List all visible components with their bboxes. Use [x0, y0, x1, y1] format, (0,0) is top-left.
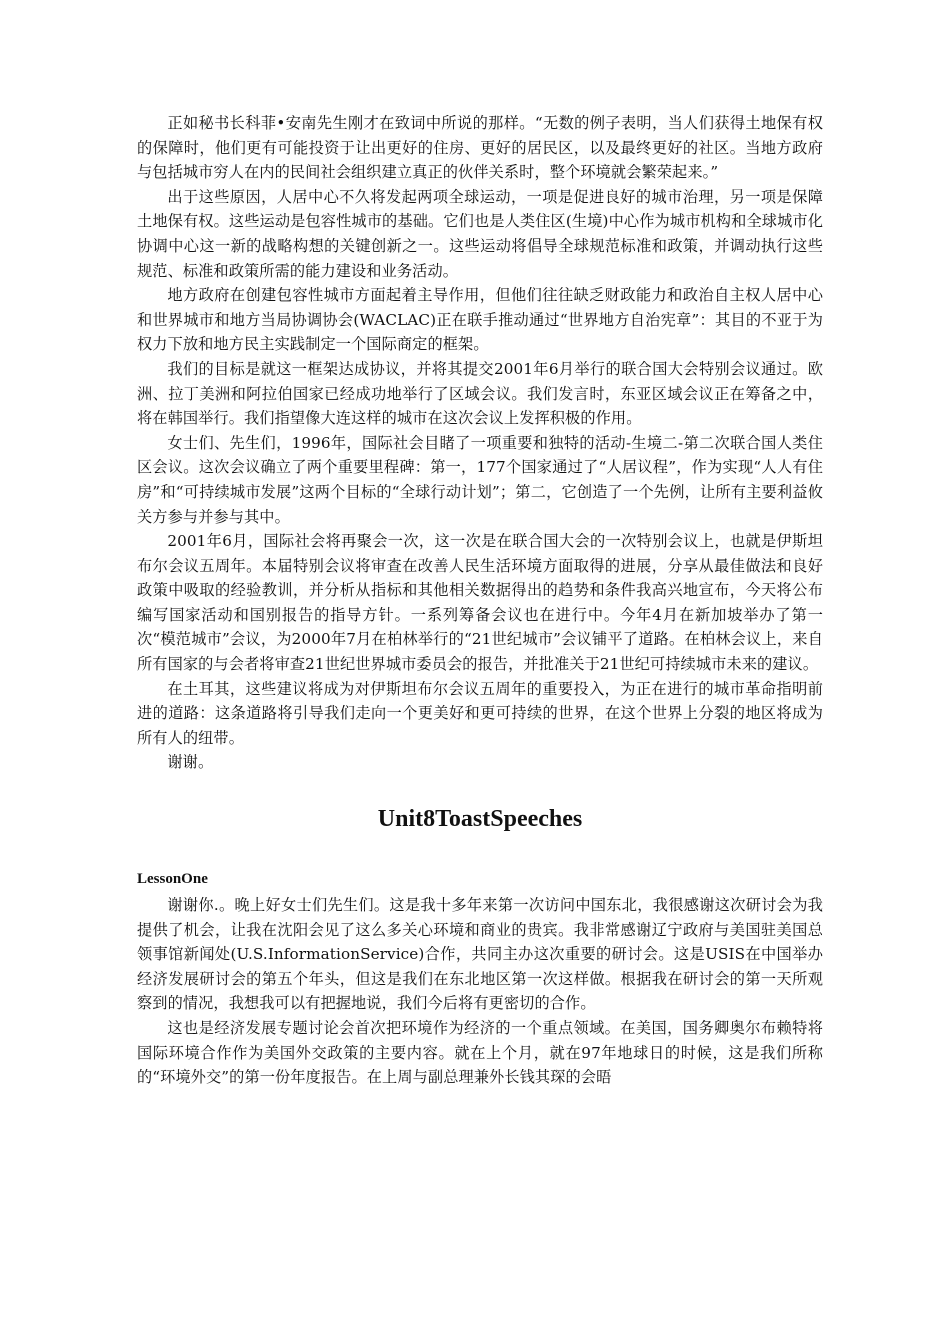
unit-title: Unit8ToastSpeeches — [377, 806, 583, 833]
paragraph-local-government: 地方政府在创建包容性城市方面起着主导作用，但他们往往缺乏财政能力和政治自主权人居中心和世界城市和地方当局协调协会(WACLAC)正在联手推动通过“世界地方自治宪章”：其目的不亚于为权力下放和地方民主实践制定一个国际商定的框架。 — [137, 286, 823, 354]
paragraph-lesson-intro: 谢谢你.。晚上好女士们先生们。这是我十多年来第一次访问中国东北，我很感谢这次研讨会为我提供了机会，让我在沈阳会见了这么多关心环境和商业的贵宾。我非常感谢辽宁政府与美国驻美国总领事馆新闻处(U.S.InformationService)合作，共同主办这次重要的研讨会。这是USIS在中国举办经济发展研讨会的第五个年头，但这是我们在东北地区第一次这样做。根据我在研讨会的第一天所观察到的情况，我想我可以有把握地说，我们今后将有更密切的合作。 — [137, 896, 823, 1013]
paragraph-lesson-environment: 这也是经济发展专题讨论会首次把环境作为经济的一个重点领域。在美国，国务卿奥尔布赖特将国际环境合作作为美国外交政策的主要内容。就在上个月，就在97年地球日的时候，这是我们所称的“环境外交”的第一份年度报告。在上周与副总理兼外长钱其琛的会晤 — [137, 1019, 823, 1087]
paragraph-our-goal: 我们的目标是就这一框架达成协议，并将其提交2001年6月举行的联合国大会特别会议通过。欧洲、拉丁美洲和阿拉伯国家已经成功地举行了区域会议。我们发言时，东亚区域会议正在筹备之中，将在韩国举行。我们指望像大连这样的城市在这次会议上发挥积极的作用。 — [137, 359, 823, 428]
paragraph-annan-quote: 正如秘书长科菲•安南先生刚才在致词中所说的那样。“无数的例子表明，当人们获得土地保有权的保障时，他们更有可能投资于让出更好的住房、更好的居民区，以及最终更好的社区。当地方政府与包括城市穷人在内的民间社会组织建立真正的伙伴关系时，整个环境就会繁荣起来。” — [137, 114, 823, 182]
paragraph-june-2001: 2001年6月，国际社会将再聚会一次，这一次是在联合国大会的一次特别会议上，也就是伊斯坦布尔会议五周年。本届特别会议将审查在改善人民生活环境方面取得的进展，分享从最佳做法和良好政策中吸取的经验教训，并分析从指标和其他相关数据得出的趋势和条件我高兴地宣布，今天将公布编写国家活动和国别报告的指导方针。一系列筹备会议也在进行中。今年4月在新加坡举办了第一次“模范城市”会议，为2000年7月在柏林举行的“21世纪城市”会议铺平了道路。在柏林会议上，来自所有国家的与会者将审查21世纪世界城市委员会的报告，并批准关于21世纪可持续城市未来的建议。 — [137, 532, 823, 674]
paragraph-turkey: 在土耳其，这些建议将成为对伊斯坦布尔会议五周年的重要投入，为正在进行的城市革命指明前进的道路：这条道路将引导我们走向一个更美好和更可持续的世界，在这个世界上分裂的地区将成为所有人的纽带。 — [137, 679, 823, 747]
paragraph-global-campaigns: 出于这些原因，人居中心不久将发起两项全球运动，一项是促进良好的城市治理，另一项是保障土地保有权。这些运动是包容性城市的基础。它们也是人类住区(生境)中心作为城市机构和全球城市化协调中心这一新的战略构想的关键创新之一。这些运动将倡导全球规范标准和政策，并调动执行这些规范、标准和政策所需的能力建设和业务活动。 — [137, 187, 823, 280]
document-page — [137, 111, 823, 1090]
paragraph-habitat-two: 女士们、先生们，1996年，国际社会目睹了一项重要和独特的活动-生境二-第二次联合国人类住区会议。这次会议确立了两个重要里程碑：第一，177个国家通过了“人居议程”，作为实现“人人有住房”和“可持续城市发展”这两个目标的“全球行动计划”；第二，它创造了一个先例，让所有主要利益攸关方参与并参与其中。 — [137, 433, 823, 526]
lesson-title: LessonOne — [137, 871, 208, 888]
paragraph-thanks: 谢谢。 — [167, 753, 214, 772]
